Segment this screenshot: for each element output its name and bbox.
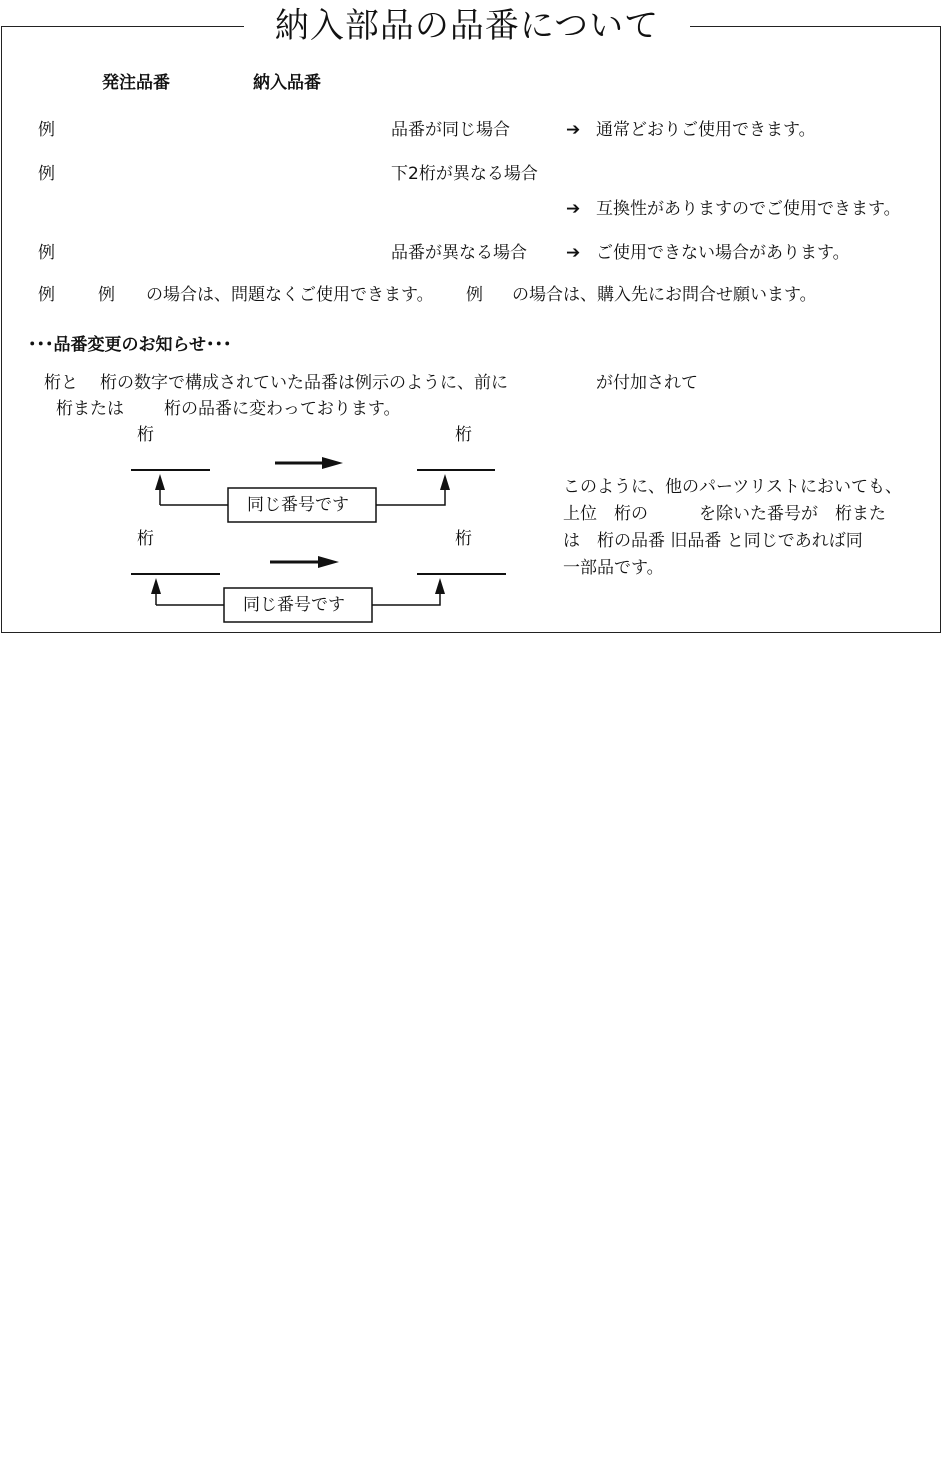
- side-note-line: 上位 桁の を除いた番号が 桁また: [563, 504, 886, 524]
- page-title: 納入部品の品番について: [244, 4, 690, 48]
- example-label: 例: [466, 285, 483, 305]
- side-note-line: は 桁の品番 旧品番 と同じであれば同: [563, 531, 863, 551]
- order-number-header: 発注品番: [102, 73, 170, 93]
- arrow-right-icon: ➔: [566, 243, 581, 263]
- delivery-number-header: 納入品番: [253, 73, 321, 93]
- result-same: 通常どおりご使用できます。: [596, 120, 816, 140]
- example-label: 例: [38, 243, 55, 263]
- result-compatible: 互換性がありますのでご使用できます。: [596, 199, 901, 219]
- notice-heading: ･･･品番変更のお知らせ･･･: [28, 335, 232, 355]
- digit-label: 桁: [137, 529, 154, 549]
- same-number-label: 同じ番号です: [247, 495, 349, 515]
- same-number-label: 同じ番号です: [243, 595, 345, 615]
- example-label: 例: [38, 285, 55, 305]
- summary-inquiry-text: の場合は、購入先にお問合せ願います。: [512, 285, 817, 305]
- arrow-right-icon: ➔: [566, 120, 581, 140]
- side-note: [563, 474, 923, 582]
- example-label: 例: [38, 120, 55, 140]
- case-last-two-differ: 下2桁が異なる場合: [391, 164, 538, 184]
- digit-label: 桁: [137, 425, 154, 445]
- digit-label: 桁: [455, 425, 472, 445]
- notice-text: 桁の品番に変わっております。: [164, 399, 401, 419]
- example-label: 例: [38, 164, 55, 184]
- example-label: 例: [98, 285, 115, 305]
- side-note-line: 一部品です。: [563, 558, 664, 578]
- result-unusable: ご使用できない場合があります。: [596, 243, 850, 263]
- digit-label: 桁: [455, 529, 472, 549]
- notice-text: 桁の数字で構成されていた品番は例示のように、前に: [100, 373, 508, 393]
- summary-ok-text: の場合は、問題なくご使用できます。: [146, 285, 434, 305]
- case-same: 品番が同じ場合: [391, 120, 510, 140]
- notice-text: 桁または: [56, 399, 124, 419]
- notice-text: 桁と: [44, 373, 78, 393]
- case-different: 品番が異なる場合: [391, 243, 527, 263]
- side-note-line: このように、他のパーツリストにおいても、: [563, 477, 902, 497]
- notice-text: が付加されて: [596, 373, 698, 393]
- arrow-right-icon: ➔: [566, 199, 581, 219]
